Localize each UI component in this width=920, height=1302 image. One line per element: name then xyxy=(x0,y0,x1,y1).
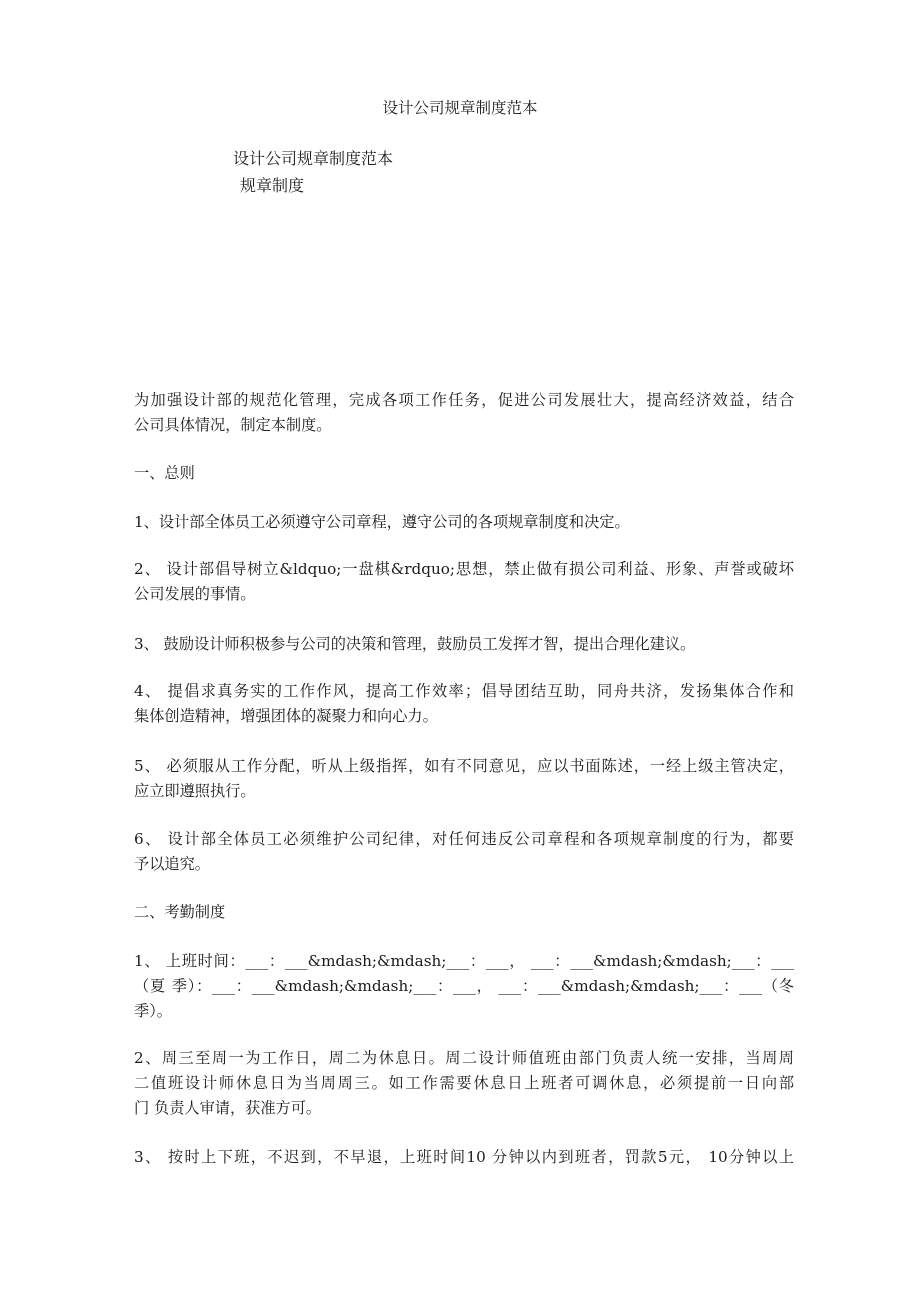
section-heading-general xyxy=(134,461,794,486)
section-heading: 二、考勤制度 xyxy=(134,903,226,921)
general-item-4 xyxy=(134,679,794,729)
document-title: 设计公司规章制度范本 xyxy=(382,99,538,117)
item-line: 应立即遵照执行。 xyxy=(134,782,256,800)
item-line: 6、 设计部全体员工必须维护公司纪律，对任何违反公司章程和各项规章制度的行为，都要 xyxy=(134,830,794,848)
general-item-6 xyxy=(134,827,794,877)
item-line: 1、 上班时间：___：___&mdash;&mdash;___：___， ___：___&mdash;&mdash;___：___ xyxy=(134,952,794,970)
general-item-5 xyxy=(134,754,794,804)
item-line: 1、设计部全体员工必须遵守公司章程，遵守公司的各项规章制度和决定。 xyxy=(134,513,630,531)
intro-paragraph xyxy=(134,388,794,438)
item-line: 门 负责人审请，获准方可。 xyxy=(134,1099,322,1117)
document-subtitle-secondary: 规章制度 xyxy=(240,176,305,195)
item-line: 5、 必须服从工作分配，听从上级指挥，如有不同意见，应以书面陈述，一经上级主管决定， xyxy=(134,757,794,775)
item-line: 2、 设计部倡导树立&ldquo;一盘棋&rdquo;思想，禁止做有损公司利益、形象、声誉或破坏 xyxy=(134,560,794,578)
item-line: 4、 提倡求真务实的工作作风，提高工作效率；倡导团结互助，同舟共济，发扬集体合作和 xyxy=(134,682,794,700)
general-item-2 xyxy=(134,557,794,607)
item-line: 2、周三至周一为工作日，周二为休息日。周二设计师值班由部门负责人统一安排，当周周 xyxy=(134,1049,794,1067)
item-line: 3、 鼓励设计师积极参与公司的决策和管理，鼓励员工发挥才智，提出合理化建议。 xyxy=(134,635,696,653)
general-item-1 xyxy=(134,510,794,535)
item-line: 公司发展的事情。 xyxy=(134,585,256,603)
intro-line: 为加强设计部的规范化管理，完成各项工作任务，促进公司发展壮大，提高经济效益，结合 xyxy=(134,391,794,409)
section-heading-attendance xyxy=(134,900,794,925)
item-line: 予以追究。 xyxy=(134,855,210,873)
attendance-item-3 xyxy=(134,1145,794,1170)
item-line: 季）。 xyxy=(134,1002,172,1020)
general-item-3 xyxy=(134,632,794,657)
intro-line: 公司具体情况，制定本制度。 xyxy=(134,416,332,434)
section-heading: 一、总则 xyxy=(134,464,195,482)
item-line: 3、 按时上下班，不迟到，不早退，上班时间10 分钟以内到班者，罚款5元， 10分钟以上 xyxy=(134,1148,794,1166)
attendance-item-1 xyxy=(134,949,794,1024)
attendance-item-2 xyxy=(134,1046,794,1121)
item-line: （夏 季）：___：___&mdash;&mdash;___：___， ___：___&mdash;&mdash;___：___（冬 xyxy=(134,977,794,995)
item-line: 二值班设计师休息日为当周周三。如工作需要休息日上班者可调休息，必须提前一日向部 xyxy=(134,1074,794,1092)
item-line: 集体创造精神，增强团体的凝聚力和向心力。 xyxy=(134,707,438,725)
document-subtitle: 设计公司规章制度范本 xyxy=(233,149,394,168)
